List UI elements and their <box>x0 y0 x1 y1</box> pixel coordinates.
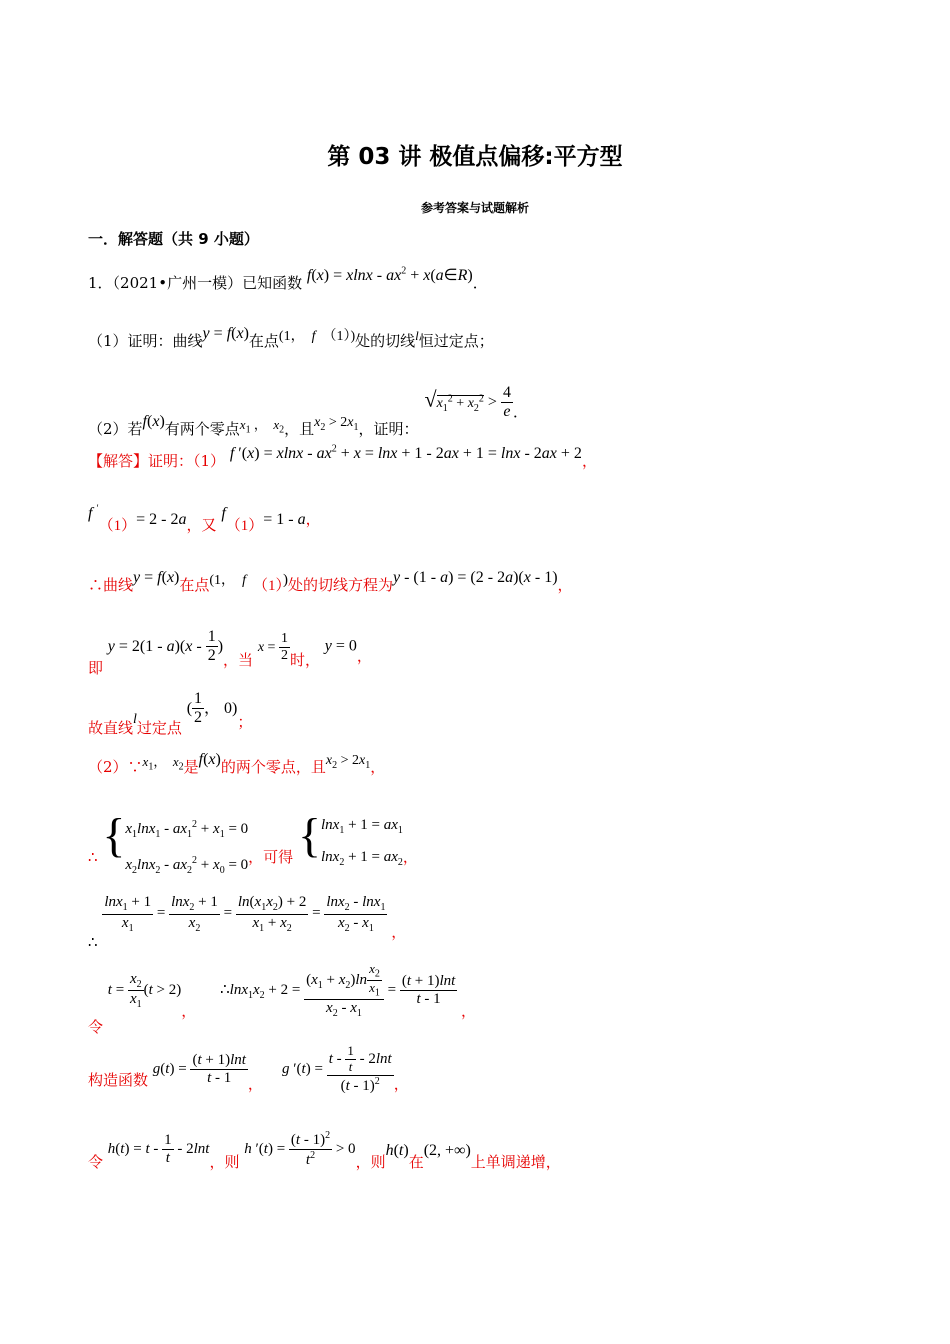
q1-p1-point: (1， f （1）) <box>278 329 356 344</box>
answer-line-10: 构造函数 g(t) = $\frac{(t + 1)\ln t}{t - 1}$ ， g ′(t) = t - $\frac{1}{t}$ - 2lnt (t - 1)$^2$ ， <box>88 1043 409 1094</box>
page-subtitle: 参考答案与试题解析 <box>420 201 529 215</box>
page-title: 第 03 讲 极值点偏移:平方型 <box>327 144 623 170</box>
q1-p1-curve: y = f(x) <box>202 325 249 342</box>
equation-system-1: { $x_1\ln x_1 - ax_1^2 + x_1 = 0$ $x_2\ln x_2 - ax_2^2 + x_0 = 0$ <box>102 809 249 876</box>
answer-line-3: ∴曲线y = f(x)在点(1， f （1）)处的切线方程为y - (1 - a) = (2 - 2a)(x - 1)， <box>88 569 573 594</box>
answer-tag: 【解答】 <box>88 452 149 470</box>
answer-line-1: 【解答】证明：（1） f $'(x) = xlnx - ax^2 + x = \ln x + 1 - 2ax + 1 = \ln x - 2ax + 2$， <box>88 443 597 470</box>
answer-line-4: 即 y = 2(1 - a)(x - $\frac{1}{2}$ )，当 x = $\frac{1}{2}$ 时， y = 0， <box>88 628 372 677</box>
answer-line-9: 令 t = $\frac{x_2}{x_1}$ (t > 2)， $\therefore\ln x_1x_2 + 2$ = $(x_1 + x_2)\ln$ $\frac{x_2}{x_1}$ $x_2 - x_1$ = $\frac{(t + 1)\ln t}{t - 1}$ ， <box>88 961 477 1037</box>
section-heading: 一．解答题（共 9 小题） <box>88 230 259 248</box>
question-1-stem: 1．（2021•广州一模）已知函数 $f(x) = xlnx - ax^2$ + x(a∈R)． <box>88 265 488 292</box>
answer-line-6: $(2)\because x_1$， $x_2$是f(x)的两个零点，且$x_2 > 2x_1$， <box>88 751 386 776</box>
answer-line-11: 令 h(t) = t - $\frac{1}{t}$ - 2lnt，则 h ′(t) = $\frac{(t - 1)^2}{t^2}$ > 0，则h(t)在(2, +∞)上单调递增， <box>88 1130 561 1172</box>
answer-line-2: f ′（1）= 2 - 2a，又 f（1）= 1 - a， <box>88 503 321 534</box>
answer-line-7: ∴ { $x_1\ln x_1 - ax_1^2 + x_1 = 0$ $x_2\ln x_2 - ax_2^2 + x_0 = 0$，可得 { $\ln x_1 + 1 = ax_1$ $\ln x_2 + 1 = ax_2$， <box>88 812 418 884</box>
q1-prefix: 1．（2021•广州一模）已知函数 <box>88 274 303 292</box>
q1-p2-inequality: $√x_1^2 + x_2^2$ > $\frac{4}{e}$ <box>424 384 511 421</box>
answer-line-8: ∴ $\frac{\ln x_1 + 1}{x_1}$ = $\frac{\ln x_2 + 1}{x_2}$ = $\frac{\ln(x_1x_2) + 2}{x_1 + x_2}$ = $\frac{\ln x_2 - \ln x_1}{x_2 - x_1}$ ， <box>88 894 407 952</box>
answer-line-5: 故直线l过定点 ( $\frac{1}{2}$ ， 0)； <box>88 690 253 737</box>
question-1-part-2: （2）若f(x)有两个零点$x_1$ ， $x_2$，且$x_2 > 2x_1$，证明：$√x_1^2 + x_2^2$ > $\frac{4}{e}$ ． <box>88 384 528 438</box>
question-1-part-1: （1）证明：曲线y = f(x)在点(1， f （1）)处的切线l恒过定点； <box>88 325 494 350</box>
equation-system-2: { $\ln x_1 + 1 = ax_1$ $\ln x_2 + 1 = ax_2$ <box>297 809 403 868</box>
q1-function: $f(x) = xlnx - ax^2$ + x(a∈R) <box>306 265 473 284</box>
ratio-equation: $\frac{\ln x_1 + 1}{x_1}$ = $\frac{\ln x_2 + 1}{x_2}$ = $\frac{\ln(x_1x_2) + 2}{x_1 + x_2}$ = $\frac{\ln x_2 - \ln x_1}{x_2 - x_1}$ <box>104 894 386 934</box>
